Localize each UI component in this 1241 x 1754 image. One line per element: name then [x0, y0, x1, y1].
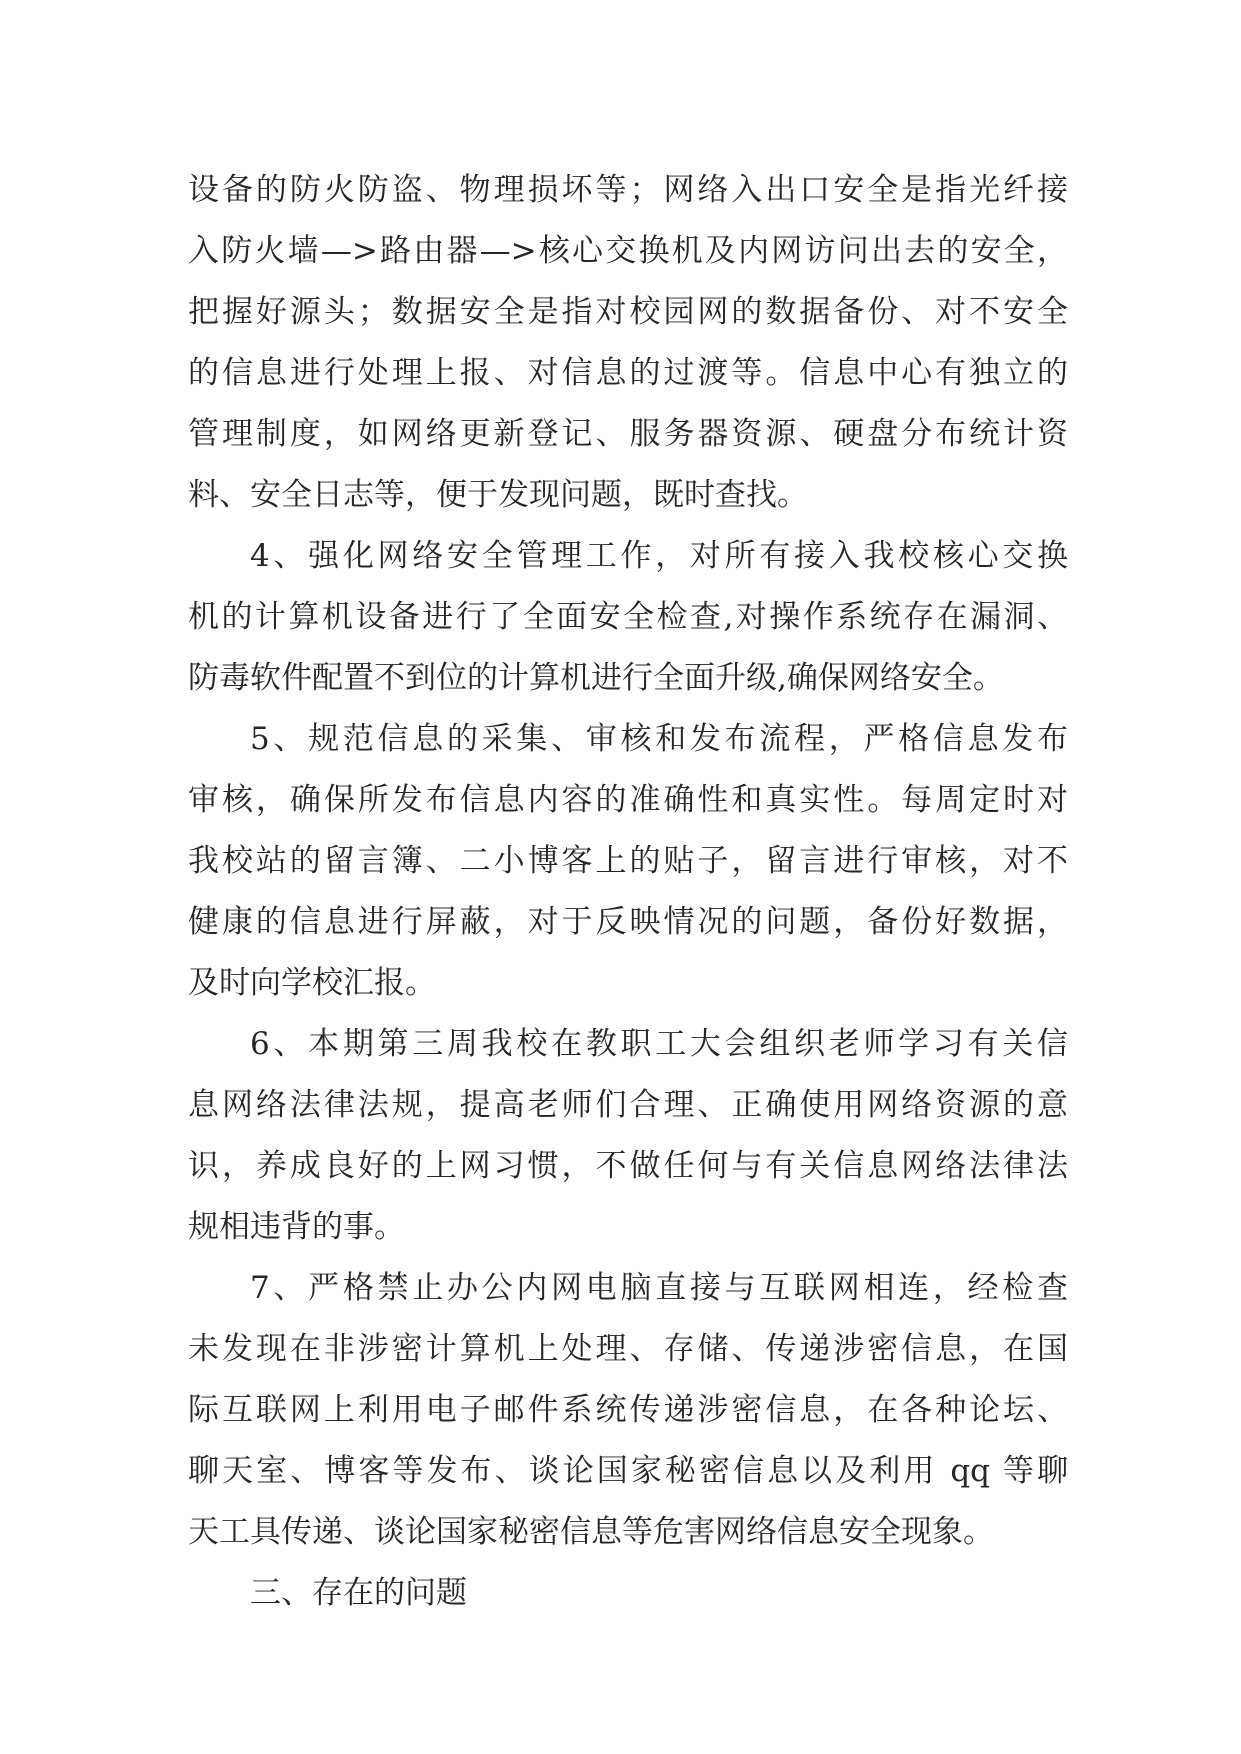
- text-line: 及时向学校汇报。: [188, 965, 436, 1001]
- paragraph-5-start: 5、规范信息的采集、审核和发布流程，严格信息发布: [250, 721, 1068, 757]
- text-line: 识，养成良好的上网习惯，不做任何与有关信息网络法律法: [188, 1148, 1068, 1184]
- section-heading: 三、存在的问题: [250, 1575, 467, 1611]
- text-line: 未发现在非涉密计算机上处理、存储、传递涉密信息，在国: [188, 1331, 1068, 1367]
- text-line: 我校站的留言簿、二小博客上的贴子，留言进行审核，对不: [188, 843, 1068, 879]
- text-line: 的信息进行处理上报、对信息的过渡等。信息中心有独立的: [188, 355, 1068, 391]
- text-line: 把握好源头；数据安全是指对校园网的数据备份、对不安全: [188, 294, 1068, 330]
- text-line: 设备的防火防盗、物理损坏等；网络入出口安全是指光纤接: [188, 172, 1068, 208]
- text-line: 审核，确保所发布信息内容的准确性和真实性。每周定时对: [188, 782, 1068, 818]
- text-line: 际互联网上利用电子邮件系统传递涉密信息，在各种论坛、: [188, 1392, 1068, 1428]
- text-line: 聊天室、博客等发布、谈论国家秘密信息以及利用 qq 等聊: [188, 1453, 1068, 1489]
- text-line: 入防火墙—>路由器—>核心交换机及内网访问出去的安全，: [188, 233, 1068, 269]
- text-line: 管理制度，如网络更新登记、服务器资源、硬盘分布统计资: [188, 416, 1068, 452]
- text-line: 息网络法律法规，提高老师们合理、正确使用网络资源的意: [188, 1087, 1068, 1123]
- text-line: 天工具传递、谈论国家秘密信息等危害网络信息安全现象。: [188, 1514, 994, 1550]
- text-line: 机的计算机设备进行了全面安全检查,对操作系统存在漏洞、: [188, 599, 1068, 635]
- text-line: 防毒软件配置不到位的计算机进行全面升级,确保网络安全。: [188, 660, 1004, 696]
- text-line: 健康的信息进行屏蔽，对于反映情况的问题，备份好数据，: [188, 904, 1068, 940]
- paragraph-6-start: 6、本期第三周我校在教职工大会组织老师学习有关信: [250, 1026, 1068, 1062]
- paragraph-4-start: 4、强化网络安全管理工作，对所有接入我校核心交换: [250, 538, 1068, 574]
- paragraph-7-start: 7、严格禁止办公内网电脑直接与互联网相连，经检查: [250, 1270, 1068, 1306]
- document-body: [188, 160, 1068, 1624]
- text-line: 规相违背的事。: [188, 1209, 405, 1245]
- text-line: 料、安全日志等，便于发现问题，既时查找。: [188, 477, 808, 513]
